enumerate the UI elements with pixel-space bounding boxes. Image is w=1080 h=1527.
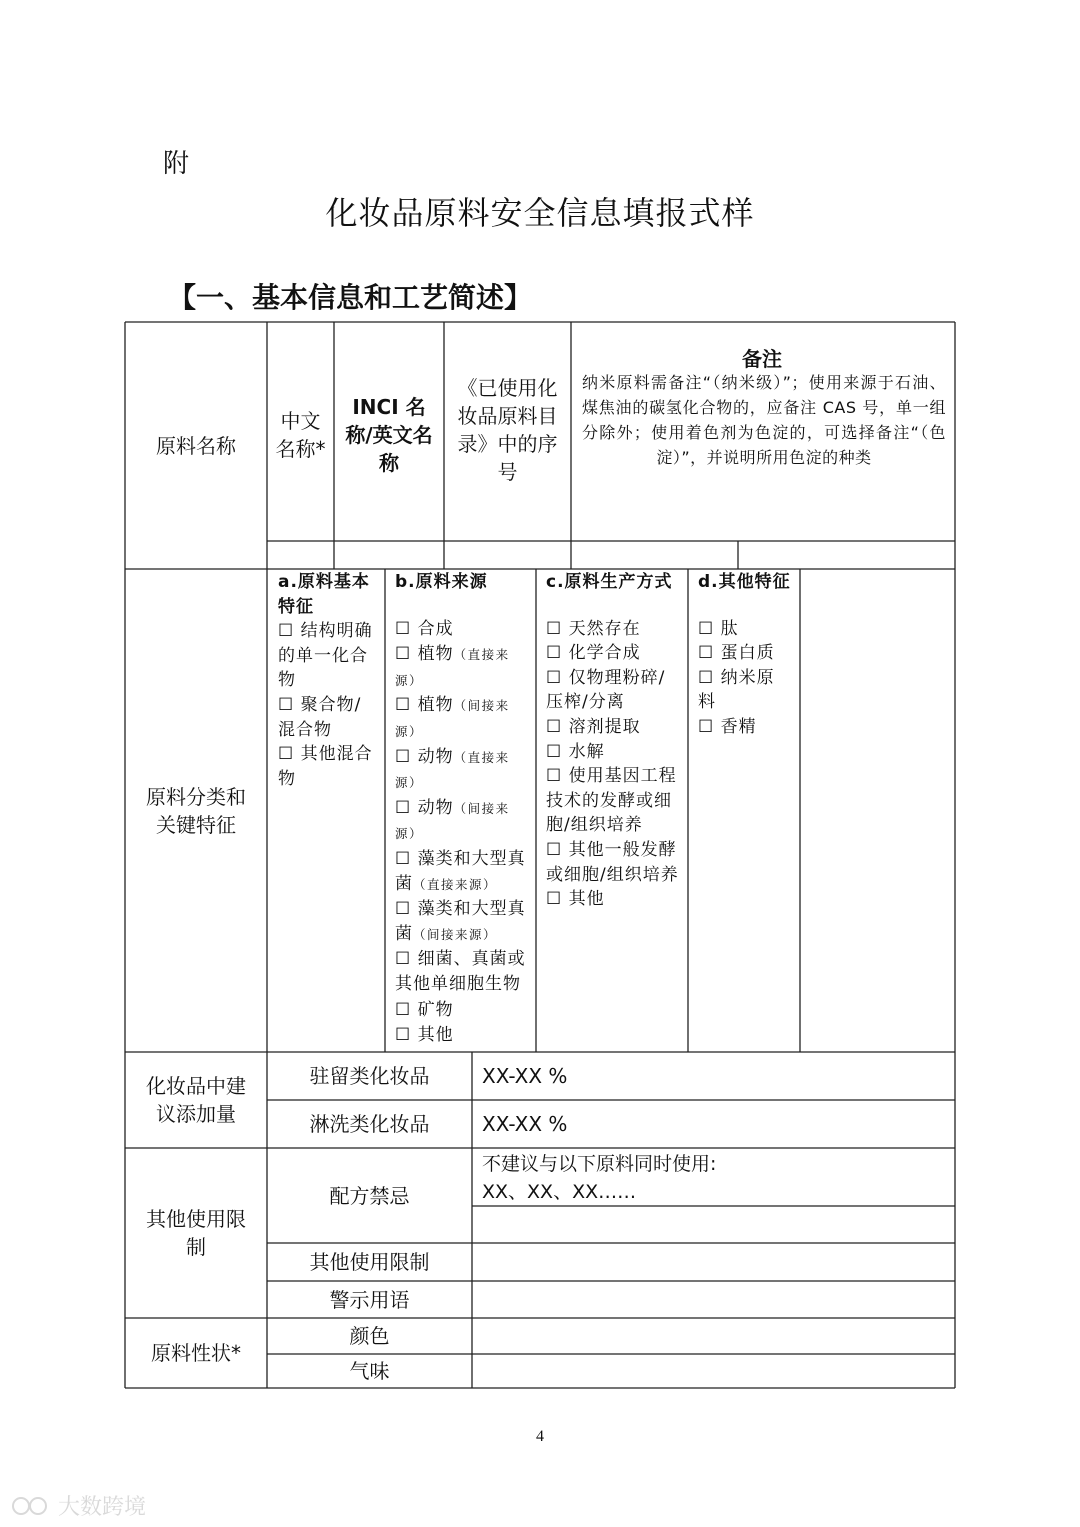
- basic-characteristics-option[interactable]: ☐ 其他混合物: [278, 744, 373, 789]
- watermark: [10, 1490, 146, 1521]
- other-characteristics-column: [698, 570, 792, 740]
- source-option[interactable]: ☐ 动物（间接来源）: [395, 797, 510, 842]
- other-characteristics-option[interactable]: ☐ 纳米原料: [698, 667, 775, 713]
- odor-label: 气味: [349, 1359, 390, 1383]
- source-option[interactable]: ☐ 植物（直接来源）: [395, 644, 510, 688]
- watermark-text: 大数跨境: [58, 1495, 147, 1520]
- catalog-number-header: 《已使用化妆品原料目录》中的序号: [457, 376, 558, 484]
- leave-on-value[interactable]: XX-XX %: [482, 1064, 568, 1088]
- contraindication-value[interactable]: [482, 1150, 942, 1206]
- contraindication-label: 配方禁忌: [329, 1183, 410, 1208]
- basic-characteristics-heading: a.原料基本特征: [278, 572, 370, 617]
- remarks-title: 备注: [742, 347, 782, 371]
- production-method-option[interactable]: ☐ 其他一般发酵或细胞/组织培养: [546, 839, 679, 885]
- basic-characteristics-column: [278, 570, 376, 791]
- raw-material-name-label: 原料名称: [156, 433, 236, 458]
- source-option[interactable]: ☐ 动物（直接来源）: [395, 746, 510, 791]
- watermark-logo-icon: [10, 1495, 52, 1517]
- odor-value[interactable]: [472, 1354, 955, 1388]
- remarks-body: 纳米原料需备注“（纳米级）”；使用来源于石油、煤焦油的碳氢化合物的，应备注 CAS 号，单一组分除外；使用着色剂为色淀的，可选择备注“（色淀）”，并说明所用色淀的种类: [582, 373, 946, 467]
- other-restrictions-label: 其他使用限制: [309, 1250, 430, 1274]
- production-method-option[interactable]: ☐ 化学合成: [546, 643, 641, 664]
- source-option[interactable]: ☐ 细菌、真菌或其他单细胞生物: [395, 949, 526, 994]
- warning-value[interactable]: [472, 1281, 955, 1318]
- document-title: 化妆品原料安全信息填报式样: [325, 194, 755, 232]
- rinse-off-label: 淋洗类化妆品: [309, 1112, 430, 1136]
- source-option[interactable]: ☐ 植物（间接来源）: [395, 695, 510, 739]
- section-heading: 【一、基本信息和工艺简述】: [168, 281, 533, 314]
- production-method-column: [546, 570, 680, 912]
- color-label: 颜色: [349, 1324, 390, 1348]
- basic-characteristics-option[interactable]: ☐ 聚合物/混合物: [278, 694, 362, 740]
- source-column: [395, 570, 527, 1049]
- other-restrictions-value[interactable]: [472, 1243, 955, 1281]
- rinse-off-value[interactable]: XX-XX %: [482, 1112, 568, 1136]
- other-characteristics-option[interactable]: ☐ 香精: [698, 716, 757, 737]
- source-heading: b.原料来源: [395, 572, 488, 592]
- usage-restrictions-label: 其他使用限制: [146, 1207, 246, 1259]
- other-characteristics-heading: d.其他特征: [698, 572, 791, 592]
- page-number: 4: [536, 1428, 544, 1445]
- contraindication-line: 不建议与以下原料同时使用:: [482, 1153, 717, 1175]
- production-method-option[interactable]: ☐ 天然存在: [546, 618, 641, 639]
- source-option[interactable]: ☐ 藻类和大型真菌（直接来源）: [395, 848, 526, 894]
- properties-label: 原料性状*: [151, 1341, 241, 1365]
- page-prefix: 附: [163, 149, 190, 179]
- warning-label: 警示用语: [329, 1287, 410, 1312]
- other-characteristics-option[interactable]: ☐ 肽: [698, 618, 739, 639]
- source-option[interactable]: ☐ 藻类和大型真菌（间接来源）: [395, 899, 526, 944]
- source-option[interactable]: ☐ 合成: [395, 618, 454, 639]
- source-option[interactable]: ☐ 其他: [395, 1025, 454, 1046]
- basic-characteristics-option[interactable]: ☐ 结构明确的单一化合物: [278, 621, 373, 691]
- classification-label: 原料分类和关键特征: [146, 784, 246, 837]
- contraindication-line: XX、XX、XX……: [482, 1181, 637, 1203]
- leave-on-label: 驻留类化妆品: [309, 1064, 430, 1088]
- production-method-option[interactable]: ☐ 水解: [546, 741, 605, 762]
- production-method-option[interactable]: ☐ 仅物理粉碎/压榨/分离: [546, 667, 666, 713]
- production-method-heading: c.原料生产方式: [546, 572, 673, 592]
- dosage-label: 化妆品中建议添加量: [146, 1074, 246, 1126]
- color-value[interactable]: [472, 1318, 955, 1354]
- chinese-name-header: 中文名称*: [275, 409, 326, 461]
- production-method-option[interactable]: ☐ 使用基因工程技术的发酵或细胞/组织培养: [546, 766, 677, 836]
- production-method-option[interactable]: ☐ 溶剂提取: [546, 716, 641, 737]
- inci-name-header: INCI 名称/英文名称: [345, 395, 433, 475]
- production-method-option[interactable]: ☐ 其他: [546, 889, 605, 910]
- source-option[interactable]: ☐ 矿物: [395, 999, 454, 1020]
- other-characteristics-option[interactable]: ☐ 蛋白质: [698, 643, 775, 664]
